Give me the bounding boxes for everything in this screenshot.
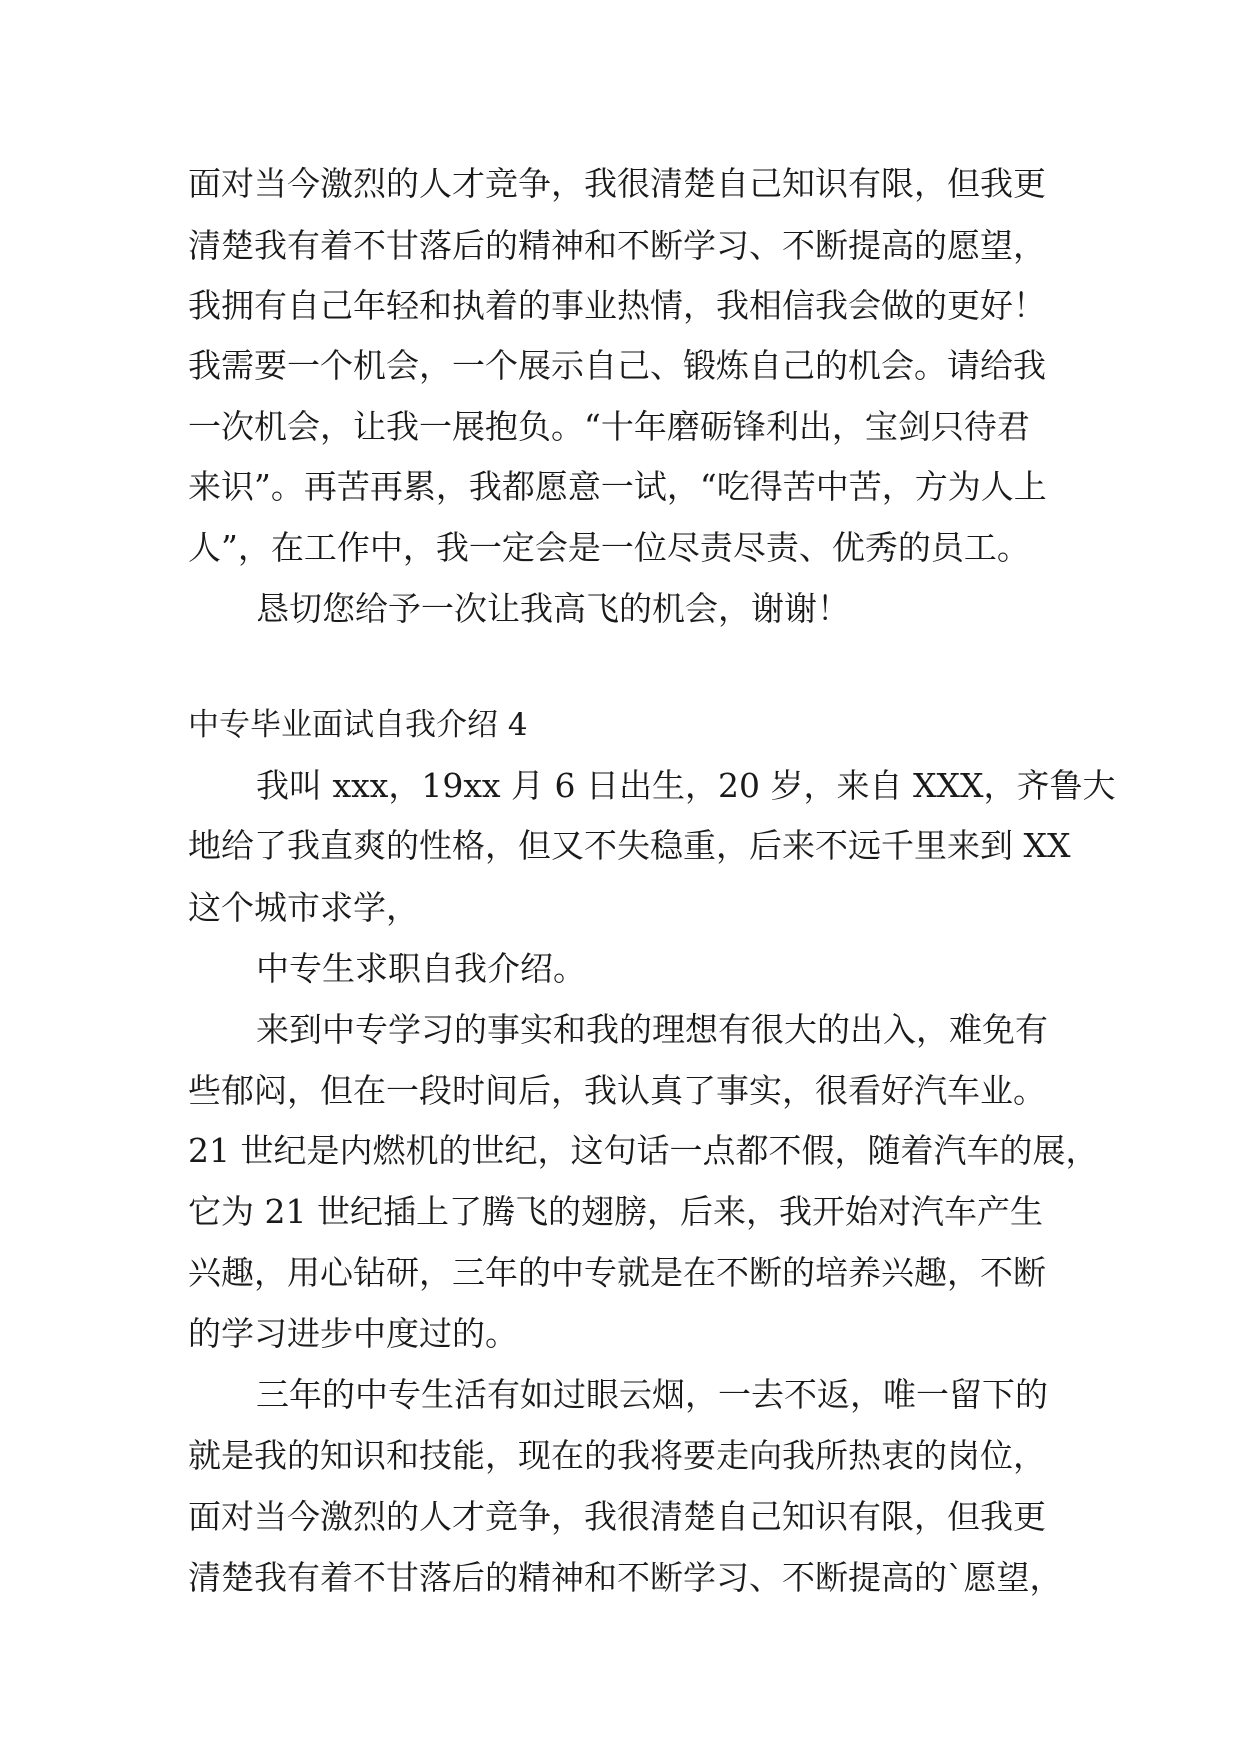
section-heading: 中专毕业面试自我介绍 4 xyxy=(188,707,528,743)
paragraph-line: 我拥有自己年轻和执着的事业热情，我相信我会做的更好！ xyxy=(188,286,1046,325)
paragraph-line: 兴趣，用心钻研，三年的中专就是在不断的培养兴趣，不断 xyxy=(188,1253,1046,1292)
paragraph-line: 人”，在工作中，我一定会是一位尽责尽责、优秀的员工。 xyxy=(188,528,1030,567)
paragraph-line: 面对当今激烈的人才竞争，我很清楚自己知识有限，但我更 xyxy=(188,164,1046,203)
paragraph-line: 一次机会，让我一展抱负。“十年磨砺锋利出，宝剑只待君 xyxy=(188,407,1030,446)
paragraph-line: 清楚我有着不甘落后的精神和不断学习、不断提高的愿望， xyxy=(188,226,1046,265)
paragraph-line: 我叫 xxx，19xx 月 6 日出生，20 岁，来自 XXX，齐鲁大 xyxy=(256,766,1116,805)
paragraph-line: 些郁闷，但在一段时间后，我认真了事实，很看好汽车业。 xyxy=(188,1071,1046,1110)
paragraph-line: 恳切您给予一次让我高飞的机会，谢谢！ xyxy=(256,589,850,628)
paragraph-line: 地给了我直爽的性格，但又不失稳重，后来不远千里来到 XX xyxy=(188,826,1071,865)
paragraph-line: 三年的中专生活有如过眼云烟，一去不返，唯一留下的 xyxy=(256,1375,1048,1414)
paragraph-line: 面对当今激烈的人才竞争，我很清楚自己知识有限，但我更 xyxy=(188,1497,1046,1536)
paragraph-line: 这个城市求学， xyxy=(188,888,419,927)
paragraph-line: 就是我的知识和技能，现在的我将要走向我所热衷的岗位， xyxy=(188,1436,1046,1475)
paragraph-line: 来识”。再苦再累，我都愿意一试，“吃得苦中苦，方为人上 xyxy=(188,467,1047,506)
paragraph-line: 它为 21 世纪插上了腾飞的翅膀，后来，我开始对汽车产生 xyxy=(188,1192,1043,1231)
paragraph-line: 21 世纪是内燃机的世纪，这句话一点都不假，随着汽车的展， xyxy=(188,1131,1099,1170)
paragraph-line: 我需要一个机会，一个展示自己、锻炼自己的机会。请给我 xyxy=(188,346,1046,385)
paragraph-line: 的学习进步中度过的。 xyxy=(188,1314,518,1353)
paragraph-line: 清楚我有着不甘落后的精神和不断学习、不断提高的`愿望， xyxy=(188,1558,1063,1597)
paragraph-line: 中专生求职自我介绍。 xyxy=(256,949,586,988)
paragraph-line: 来到中专学习的事实和我的理想有很大的出入，难免有 xyxy=(256,1010,1048,1049)
